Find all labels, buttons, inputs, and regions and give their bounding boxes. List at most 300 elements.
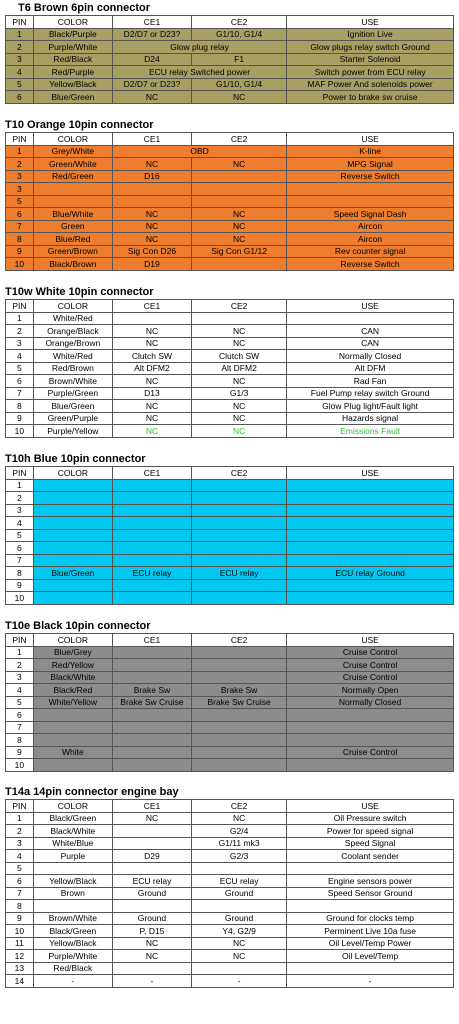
use-cell — [287, 492, 454, 505]
ce1-cell: D16 — [112, 170, 191, 183]
ce1-cell: D2/D7 or D23? — [112, 78, 191, 91]
color-cell — [33, 479, 112, 492]
use-cell: - — [287, 975, 454, 988]
ce1-cell — [112, 721, 191, 734]
color-cell — [33, 492, 112, 505]
connector-section-t6 — [0, 1, 459, 104]
column-header: CE1 — [112, 16, 191, 29]
color-cell: Purple — [33, 850, 112, 863]
use-cell: Cruise Control — [287, 659, 454, 672]
ce1-cell: NC — [112, 325, 191, 338]
use-cell: Cruise Control — [287, 746, 454, 759]
color-cell: Grey/White — [33, 145, 112, 158]
use-cell: Power to brake sw cruise — [287, 91, 454, 104]
ce2-cell: G1/10, G1/4 — [192, 78, 287, 91]
table-row — [6, 646, 454, 659]
color-cell — [33, 900, 112, 913]
use-cell: Ground for clocks temp — [287, 912, 454, 925]
color-cell: White/Yellow — [33, 696, 112, 709]
ce2-cell: Alt DFM2 — [192, 362, 287, 375]
use-cell: Emissions Fault — [287, 425, 454, 438]
color-cell: Black/Red — [33, 684, 112, 697]
color-cell: White/Red — [33, 350, 112, 363]
header-row — [6, 300, 454, 313]
ce1-cell: Ground — [112, 912, 191, 925]
use-cell: Speed Signal Dash — [287, 208, 454, 221]
use-cell — [287, 962, 454, 975]
pin-cell: 2 — [6, 158, 34, 171]
color-cell: Red/Yellow — [33, 659, 112, 672]
ce2-cell: NC — [192, 812, 287, 825]
table-row — [6, 375, 454, 388]
connector-title: T10w White 10pin connector — [5, 286, 154, 298]
ce1-cell — [112, 962, 191, 975]
ce2-cell: NC — [192, 220, 287, 233]
connector-section-t10h — [0, 452, 459, 605]
use-cell — [287, 504, 454, 517]
pin-table — [5, 15, 454, 104]
ce1-cell — [112, 554, 191, 567]
use-cell: Ignition Live — [287, 28, 454, 41]
connector-section-t10w — [0, 285, 459, 438]
column-header: USE — [287, 800, 454, 813]
table-row — [6, 900, 454, 913]
color-cell: Brown/White — [33, 375, 112, 388]
ce1-cell: NC — [112, 400, 191, 413]
color-cell — [33, 542, 112, 555]
color-cell: Orange/Black — [33, 325, 112, 338]
pin-cell: 9 — [6, 912, 34, 925]
ce2-cell — [192, 734, 287, 747]
ce1-cell: - — [112, 975, 191, 988]
connector-title: T10e Black 10pin connector — [5, 620, 151, 632]
column-header: USE — [287, 133, 454, 146]
pin-cell: 6 — [6, 91, 34, 104]
use-cell — [287, 862, 454, 875]
ce1-cell: NC — [112, 937, 191, 950]
color-cell — [33, 529, 112, 542]
color-cell: Yellow/Black — [33, 78, 112, 91]
ce1-cell: NC — [112, 233, 191, 246]
ce2-cell — [192, 195, 287, 208]
ce2-cell — [192, 542, 287, 555]
ce2-cell — [192, 862, 287, 875]
table-row — [6, 312, 454, 325]
pin-table — [5, 799, 454, 988]
pin-cell: 1 — [6, 646, 34, 659]
table-row — [6, 975, 454, 988]
pin-cell: 6 — [6, 375, 34, 388]
ce1-cell — [112, 862, 191, 875]
table-row — [6, 350, 454, 363]
table-row — [6, 837, 454, 850]
table-row — [6, 850, 454, 863]
ce2-cell — [192, 492, 287, 505]
column-header: CE2 — [192, 467, 287, 480]
pin-cell: 8 — [6, 734, 34, 747]
pin-cell: 2 — [6, 41, 34, 54]
color-cell: Yellow/Black — [33, 875, 112, 888]
use-cell — [287, 709, 454, 722]
use-cell — [287, 542, 454, 555]
use-cell: Cruise Control — [287, 671, 454, 684]
ce2-cell — [192, 517, 287, 530]
table-row — [6, 825, 454, 838]
use-cell: Coolant sender — [287, 850, 454, 863]
ce1-cell: Alt DFM2 — [112, 362, 191, 375]
color-cell: - — [33, 975, 112, 988]
use-cell: Hazards signal — [287, 412, 454, 425]
pin-cell: 9 — [6, 579, 34, 592]
ce2-cell — [192, 479, 287, 492]
ce2-cell — [192, 900, 287, 913]
color-cell — [33, 862, 112, 875]
table-row — [6, 517, 454, 530]
ce2-cell — [192, 962, 287, 975]
ce1-cell: NC — [112, 158, 191, 171]
ce2-cell — [192, 709, 287, 722]
pin-cell: 11 — [6, 937, 34, 950]
color-cell — [33, 759, 112, 772]
color-cell: Purple/Yellow — [33, 425, 112, 438]
ce2-cell: NC — [192, 208, 287, 221]
pin-cell: 7 — [6, 220, 34, 233]
table-row — [6, 721, 454, 734]
table-row — [6, 195, 454, 208]
table-row — [6, 66, 454, 79]
ce2-cell — [192, 504, 287, 517]
pin-cell: 6 — [6, 709, 34, 722]
table-row — [6, 684, 454, 697]
color-cell: Black/White — [33, 825, 112, 838]
color-cell — [33, 517, 112, 530]
ce2-cell: G1/10, G1/4 — [192, 28, 287, 41]
ce1-cell: ECU relay — [112, 875, 191, 888]
column-header: CE1 — [112, 467, 191, 480]
ce1-cell: NC — [112, 950, 191, 963]
pin-cell: 5 — [6, 862, 34, 875]
ce1-cell — [112, 837, 191, 850]
table-row — [6, 245, 454, 258]
table-row — [6, 671, 454, 684]
table-row — [6, 950, 454, 963]
ce2-cell — [192, 529, 287, 542]
ce1-cell — [112, 312, 191, 325]
ce1-cell — [112, 659, 191, 672]
header-row — [6, 16, 454, 29]
use-cell — [287, 579, 454, 592]
ce2-cell — [192, 746, 287, 759]
use-cell — [287, 479, 454, 492]
table-row — [6, 412, 454, 425]
pin-table — [5, 132, 454, 271]
pin-cell: 8 — [6, 400, 34, 413]
ce1-cell: D2/D7 or D23? — [112, 28, 191, 41]
color-cell: Blue/Red — [33, 233, 112, 246]
pin-cell: 9 — [6, 746, 34, 759]
color-cell: Black/Purple — [33, 28, 112, 41]
ce1-cell: Brake Sw Cruise — [112, 696, 191, 709]
color-cell: Purple/Green — [33, 387, 112, 400]
pin-cell: 7 — [6, 721, 34, 734]
ce1-cell: ECU relay — [112, 567, 191, 580]
ce1-cell: NC — [112, 812, 191, 825]
table-row — [6, 887, 454, 900]
use-cell: Aircon — [287, 233, 454, 246]
column-header: COLOR — [33, 16, 112, 29]
ce1-cell — [112, 825, 191, 838]
ce1-cell — [112, 709, 191, 722]
ce2-cell — [192, 183, 287, 196]
use-cell: MPG Signal — [287, 158, 454, 171]
use-cell — [287, 734, 454, 747]
pin-cell: 3 — [6, 837, 34, 850]
pin-cell: 1 — [6, 145, 34, 158]
column-header: CE2 — [192, 16, 287, 29]
pin-cell: 8 — [6, 233, 34, 246]
table-row — [6, 592, 454, 605]
column-header: USE — [287, 467, 454, 480]
pin-cell: 10 — [6, 592, 34, 605]
table-row — [6, 220, 454, 233]
table-row — [6, 659, 454, 672]
span-cell: Glow plug relay — [112, 41, 286, 54]
ce2-cell: NC — [192, 91, 287, 104]
ce1-cell: Brake Sw — [112, 684, 191, 697]
ce2-cell: Brake Sw Cruise — [192, 696, 287, 709]
ce1-cell — [112, 529, 191, 542]
column-header: PIN — [6, 800, 34, 813]
pin-cell: 14 — [6, 975, 34, 988]
color-cell: Green/White — [33, 158, 112, 171]
table-row — [6, 529, 454, 542]
ce2-cell: G2/3 — [192, 850, 287, 863]
pin-cell: 7 — [6, 387, 34, 400]
color-cell: Blue/Green — [33, 567, 112, 580]
color-cell: Brown — [33, 887, 112, 900]
table-row — [6, 504, 454, 517]
ce2-cell — [192, 759, 287, 772]
ce2-cell: Sig Con G1/12 — [192, 245, 287, 258]
use-cell: Perminent Live 10a fuse — [287, 925, 454, 938]
table-row — [6, 696, 454, 709]
pin-cell: 5 — [6, 362, 34, 375]
pin-cell: 3 — [6, 183, 34, 196]
pin-cell: 5 — [6, 696, 34, 709]
use-cell — [287, 592, 454, 605]
ce2-cell: G2/4 — [192, 825, 287, 838]
table-row — [6, 258, 454, 271]
column-header: PIN — [6, 16, 34, 29]
color-cell: Blue/Green — [33, 400, 112, 413]
color-cell: White/Blue — [33, 837, 112, 850]
use-cell — [287, 195, 454, 208]
ce2-cell: NC — [192, 937, 287, 950]
column-header: COLOR — [33, 467, 112, 480]
header-row — [6, 133, 454, 146]
table-row — [6, 41, 454, 54]
pin-cell: 10 — [6, 258, 34, 271]
pin-cell: 4 — [6, 850, 34, 863]
table-row — [6, 145, 454, 158]
use-cell: Glow Plug light/Fault light — [287, 400, 454, 413]
use-cell: Cruise Control — [287, 646, 454, 659]
column-header: COLOR — [33, 634, 112, 647]
pin-cell: 6 — [6, 542, 34, 555]
table-row — [6, 183, 454, 196]
color-cell — [33, 554, 112, 567]
pin-table — [5, 299, 454, 438]
column-header: PIN — [6, 467, 34, 480]
connector-title: T14a 14pin connector engine bay — [5, 786, 179, 798]
use-cell — [287, 721, 454, 734]
use-cell — [287, 900, 454, 913]
ce1-cell: NC — [112, 220, 191, 233]
pin-cell: 2 — [6, 659, 34, 672]
use-cell: Reverse Switch — [287, 170, 454, 183]
ce2-cell: NC — [192, 325, 287, 338]
ce2-cell: G1/3 — [192, 387, 287, 400]
use-cell: Aircon — [287, 220, 454, 233]
pin-cell: 1 — [6, 312, 34, 325]
ce1-cell — [112, 504, 191, 517]
ce1-cell — [112, 579, 191, 592]
pin-cell: 10 — [6, 425, 34, 438]
color-cell: Blue/Grey — [33, 646, 112, 659]
table-row — [6, 962, 454, 975]
color-cell: Red/Purple — [33, 66, 112, 79]
ce2-cell: Brake Sw — [192, 684, 287, 697]
column-header: CE2 — [192, 300, 287, 313]
color-cell: Red/Green — [33, 170, 112, 183]
ce1-cell: D13 — [112, 387, 191, 400]
use-cell — [287, 529, 454, 542]
use-cell: CAN — [287, 337, 454, 350]
table-row — [6, 53, 454, 66]
pin-cell: 4 — [6, 66, 34, 79]
ce2-cell: ECU relay — [192, 875, 287, 888]
color-cell: Green — [33, 220, 112, 233]
ce1-cell — [112, 646, 191, 659]
pin-cell: 1 — [6, 479, 34, 492]
header-row — [6, 800, 454, 813]
pin-cell: 1 — [6, 28, 34, 41]
ce1-cell — [112, 492, 191, 505]
color-cell: Black/Green — [33, 812, 112, 825]
pin-cell: 3 — [6, 53, 34, 66]
ce2-cell — [192, 671, 287, 684]
color-cell: Brown/White — [33, 912, 112, 925]
ce1-cell — [112, 671, 191, 684]
column-header: COLOR — [33, 800, 112, 813]
ce2-cell: Y4, G2/9 — [192, 925, 287, 938]
table-row — [6, 734, 454, 747]
use-cell: Power for speed signal — [287, 825, 454, 838]
use-cell: Glow plugs relay switch Ground — [287, 41, 454, 54]
table-row — [6, 862, 454, 875]
column-header: COLOR — [33, 133, 112, 146]
ce2-cell — [192, 554, 287, 567]
column-header: CE2 — [192, 800, 287, 813]
ce1-cell — [112, 900, 191, 913]
ce1-cell — [112, 746, 191, 759]
color-cell — [33, 721, 112, 734]
use-cell: Fuel Pump relay switch Ground — [287, 387, 454, 400]
column-header: CE1 — [112, 634, 191, 647]
column-header: PIN — [6, 300, 34, 313]
color-cell — [33, 579, 112, 592]
ce2-cell: Clutch SW — [192, 350, 287, 363]
connector-title: T10h Blue 10pin connector — [5, 453, 146, 465]
use-cell: Oil Level/Temp Power — [287, 937, 454, 950]
ce1-cell: D24 — [112, 53, 191, 66]
pin-cell: 8 — [6, 567, 34, 580]
color-cell — [33, 709, 112, 722]
connector-section-t10e — [0, 619, 459, 772]
pin-cell: 5 — [6, 529, 34, 542]
pin-cell: 3 — [6, 504, 34, 517]
color-cell — [33, 504, 112, 517]
use-cell: Starter Solenoid — [287, 53, 454, 66]
color-cell: White — [33, 746, 112, 759]
ce1-cell — [112, 479, 191, 492]
use-cell: K-line — [287, 145, 454, 158]
use-cell — [287, 517, 454, 530]
connector-section-t10 — [0, 118, 459, 271]
ce1-cell: D29 — [112, 850, 191, 863]
ce1-cell: NC — [112, 91, 191, 104]
ce2-cell — [192, 659, 287, 672]
color-cell — [33, 183, 112, 196]
ce2-cell — [192, 312, 287, 325]
ce1-cell: D19 — [112, 258, 191, 271]
use-cell: Speed Signal — [287, 837, 454, 850]
use-cell: Normally Open — [287, 684, 454, 697]
ce2-cell — [192, 258, 287, 271]
color-cell: Blue/White — [33, 208, 112, 221]
ce2-cell: Ground — [192, 887, 287, 900]
pin-cell: 6 — [6, 208, 34, 221]
ce2-cell — [192, 592, 287, 605]
pin-cell: 10 — [6, 759, 34, 772]
table-row — [6, 746, 454, 759]
use-cell: Alt DFM — [287, 362, 454, 375]
color-cell — [33, 592, 112, 605]
color-cell: Red/Black — [33, 962, 112, 975]
use-cell — [287, 554, 454, 567]
color-cell: Green/Brown — [33, 245, 112, 258]
pin-cell: 5 — [6, 78, 34, 91]
table-row — [6, 400, 454, 413]
use-cell: Rad Fan — [287, 375, 454, 388]
ce2-cell: NC — [192, 412, 287, 425]
ce1-cell: NC — [112, 425, 191, 438]
pin-cell: 8 — [6, 900, 34, 913]
ce2-cell: NC — [192, 425, 287, 438]
connector-section-t14 — [0, 785, 459, 988]
table-row — [6, 337, 454, 350]
table-row — [6, 492, 454, 505]
table-row — [6, 91, 454, 104]
use-cell — [287, 183, 454, 196]
use-cell: Rev counter signal — [287, 245, 454, 258]
ce1-cell: NC — [112, 412, 191, 425]
ce1-cell — [112, 517, 191, 530]
ce1-cell: Clutch SW — [112, 350, 191, 363]
ce1-cell: Sig Con D26 — [112, 245, 191, 258]
pin-cell: 7 — [6, 887, 34, 900]
table-row — [6, 912, 454, 925]
